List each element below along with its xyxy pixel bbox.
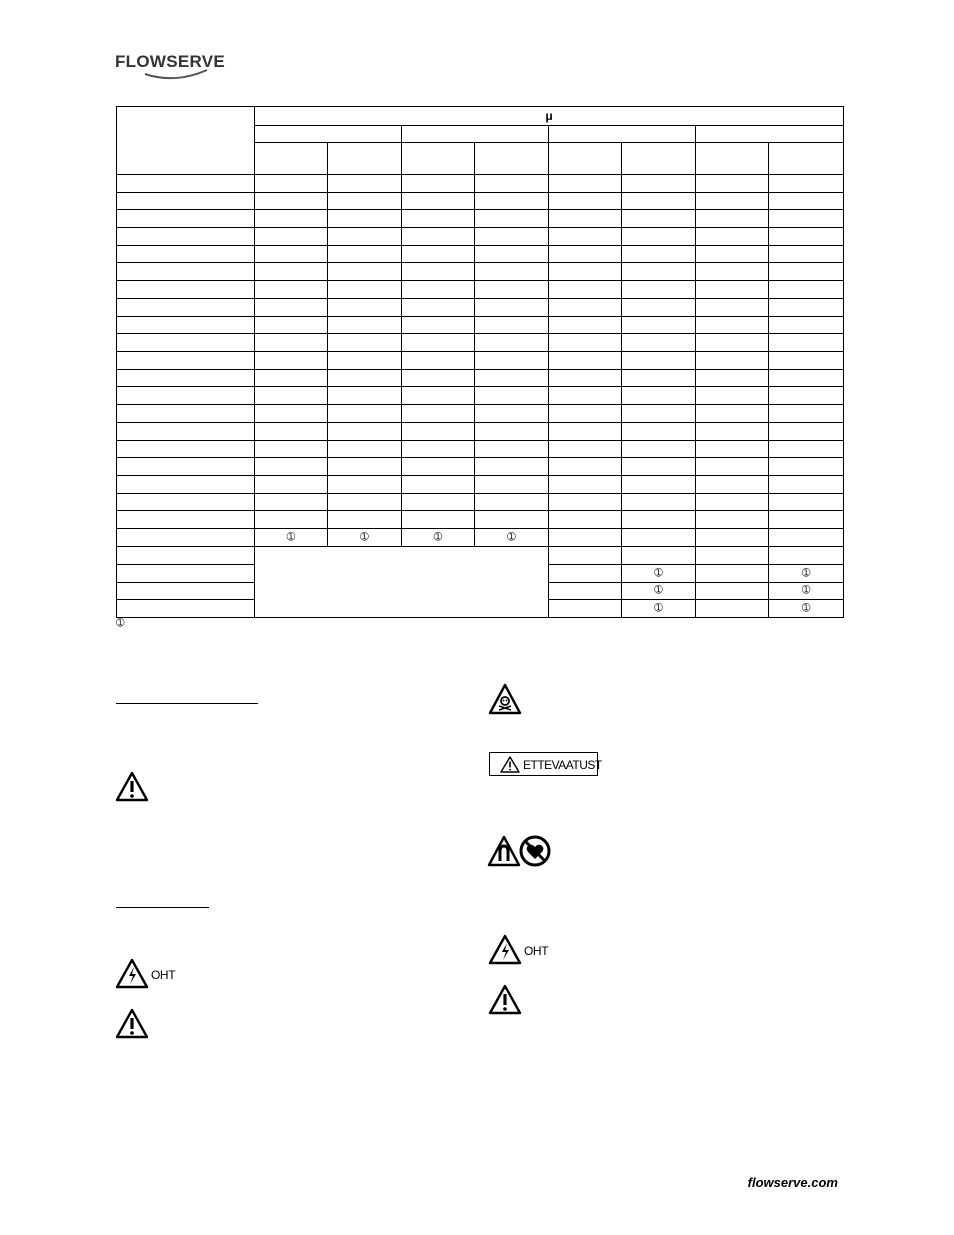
toxic-hazard-icon [488,683,522,715]
table-cell [255,227,328,245]
table-cell [549,245,622,263]
table-cell [769,174,844,192]
table-cell [696,387,769,405]
table-cell [117,263,255,281]
table-cell [549,298,622,316]
table-cell [549,174,622,192]
table-cell [696,458,769,476]
table-cell [769,511,844,529]
table-cell [117,227,255,245]
table-cell [769,422,844,440]
table-cell [402,476,475,494]
table-row [117,192,844,210]
table-cell [255,422,328,440]
table-cell [328,476,402,494]
table-cell [475,369,549,387]
table-cell [255,387,328,405]
table-cell [696,493,769,511]
table-header-mu: μ [255,107,844,126]
table-cell [117,316,255,334]
table-cell [328,458,402,476]
table-row [117,440,844,458]
table-cell [402,334,475,352]
table-cell [117,476,255,494]
table-row [117,387,844,405]
magnetic-field-hazard-icon [487,835,521,867]
table-cell [328,263,402,281]
table-cell [475,245,549,263]
table-cell [255,511,328,529]
table-cell [549,511,622,529]
table-row [117,422,844,440]
caution-badge-label: ETTEVAATUST [523,758,602,772]
table-cell [769,281,844,299]
table-cell [696,210,769,228]
table-cell [255,245,328,263]
table-cell [622,316,696,334]
table-cell [769,334,844,352]
table-cell [622,422,696,440]
table-row [117,227,844,245]
table-cell [769,227,844,245]
table-cell [696,422,769,440]
table-cell [402,174,475,192]
table-cell [475,493,549,511]
table-row [117,281,844,299]
table-cell [402,493,475,511]
table-cell [696,405,769,423]
section-heading-underline [116,703,258,704]
table-row [117,405,844,423]
table-cell [117,210,255,228]
table-cell [769,493,844,511]
row-header-cell [117,107,255,175]
table-cell [117,174,255,192]
table-cell [475,281,549,299]
table-cell [328,334,402,352]
table-row [117,476,844,494]
table-cell [255,263,328,281]
table-cell [549,405,622,423]
column-header-cell [549,143,622,174]
table-cell [549,476,622,494]
table-cell [622,405,696,423]
table-cell [117,369,255,387]
table-cell [622,298,696,316]
table-cell [549,192,622,210]
table-cell [328,316,402,334]
table-cell [622,210,696,228]
table-row [117,547,844,565]
table-row [117,529,844,547]
table-cell [117,458,255,476]
table-cell [255,458,328,476]
table-cell [255,281,328,299]
footnote-marker-cell: ➀ [769,582,844,600]
table-cell [117,281,255,299]
table-row [117,174,844,192]
group-header-cell [402,125,549,143]
table-row [117,334,844,352]
danger-label: OHT [524,944,549,958]
table-cell [402,458,475,476]
table-cell [622,493,696,511]
column-header-cell [769,143,844,174]
table-row [117,298,844,316]
table-cell [117,298,255,316]
warning-triangle-icon [488,984,522,1015]
column-header-cell [328,143,402,174]
table-cell [475,422,549,440]
table-cell [696,511,769,529]
footnote-marker-cell: ➀ [402,529,475,547]
table-cell [328,511,402,529]
table-cell [549,281,622,299]
table-cell [696,316,769,334]
table-cell [622,334,696,352]
table-cell [769,263,844,281]
table-cell [255,493,328,511]
table-cell [402,298,475,316]
table-row [117,458,844,476]
table-cell [475,351,549,369]
table-cell [328,369,402,387]
table-cell [696,476,769,494]
table-cell [769,351,844,369]
table-cell [622,281,696,299]
table-cell [255,334,328,352]
no-pacemaker-icon [519,835,551,867]
table-cell [117,245,255,263]
table-cell [696,440,769,458]
table-cell [769,369,844,387]
table-cell [328,351,402,369]
table-cell [402,192,475,210]
table-cell [549,458,622,476]
table-cell [475,316,549,334]
table-cell [328,440,402,458]
table-cell [328,281,402,299]
table-cell [402,316,475,334]
section-heading-underline [116,907,209,908]
table-cell [549,440,622,458]
table-cell [622,458,696,476]
electrical-hazard-icon [488,934,522,965]
table-cell [255,351,328,369]
footnote-marker-cell: ➀ [769,600,844,618]
table-cell [622,440,696,458]
table-cell [255,440,328,458]
table-cell [696,192,769,210]
column-header-cell [475,143,549,174]
table-cell [549,210,622,228]
table-cell [475,511,549,529]
table-cell [475,298,549,316]
table-cell [475,440,549,458]
table-cell [328,192,402,210]
table-cell [117,511,255,529]
table-cell [402,263,475,281]
table-cell [402,387,475,405]
flowserve-logo [115,48,225,82]
table-cell [549,227,622,245]
table-row [117,316,844,334]
table-cell [255,316,328,334]
table-cell [255,192,328,210]
table-row [117,369,844,387]
table-cell [622,174,696,192]
table-footnote: ➀ [116,618,125,629]
table-cell [622,227,696,245]
table-cell [696,263,769,281]
table-cell [117,422,255,440]
table-cell [769,440,844,458]
table-cell [622,387,696,405]
table-cell [769,405,844,423]
table-cell [549,263,622,281]
table-cell [117,405,255,423]
table-cell [475,210,549,228]
table-cell [475,458,549,476]
table-cell [549,369,622,387]
table-cell [402,440,475,458]
table-row [117,263,844,281]
merged-blank-cell [255,547,549,618]
column-header-cell [622,143,696,174]
table-cell [769,245,844,263]
warning-triangle-icon [500,756,520,773]
table-cell [328,387,402,405]
table-cell [328,245,402,263]
table-cell [402,422,475,440]
table-cell [328,422,402,440]
table-cell [402,369,475,387]
table-cell [255,369,328,387]
table-row [117,210,844,228]
table-cell [696,351,769,369]
group-header-cell [255,125,402,143]
table-cell [622,511,696,529]
footnote-marker-cell: ➀ [769,564,844,582]
table-cell [475,227,549,245]
table-cell [328,493,402,511]
footnote-marker-cell: ➀ [622,582,696,600]
footnote-marker-cell: ➀ [328,529,402,547]
table-cell [549,351,622,369]
table-cell [117,493,255,511]
column-header-cell [255,143,328,174]
table-cell [696,227,769,245]
table-cell [117,334,255,352]
table-cell [696,369,769,387]
table-cell [549,493,622,511]
footnote-marker-cell: ➀ [255,529,328,547]
group-header-cell [549,125,696,143]
table-cell [549,422,622,440]
table-cell [255,476,328,494]
table-cell [769,192,844,210]
table-cell [117,387,255,405]
table-cell [328,298,402,316]
danger-label: OHT [151,968,176,982]
footer-website: flowserve.com [747,1175,838,1190]
table-cell [475,334,549,352]
table-cell [328,174,402,192]
table-cell [402,281,475,299]
table-cell [402,210,475,228]
table-cell [475,387,549,405]
table-row [117,245,844,263]
warning-triangle-icon [115,1008,149,1039]
table-cell [549,334,622,352]
table-cell [255,174,328,192]
table-cell [622,351,696,369]
table-cell [769,387,844,405]
table-cell [622,369,696,387]
table-cell [475,476,549,494]
table-cell [769,476,844,494]
footnote-marker-cell: ➀ [475,529,549,547]
table-cell [475,192,549,210]
group-header-cell [696,125,844,143]
table-cell [696,281,769,299]
table-cell [622,192,696,210]
caution-badge [489,752,602,776]
table-cell [622,263,696,281]
table-cell [117,351,255,369]
footnote-marker-cell: ➀ [622,564,696,582]
table-cell [475,263,549,281]
table-cell [255,210,328,228]
table-cell [622,245,696,263]
table-cell [696,298,769,316]
table-cell [696,334,769,352]
table-cell [549,387,622,405]
table-cell [402,227,475,245]
table-cell [402,405,475,423]
table-cell [402,351,475,369]
table-cell [769,298,844,316]
table-cell [769,458,844,476]
table-cell [475,405,549,423]
table-cell [117,192,255,210]
table-cell [696,174,769,192]
table-cell [117,440,255,458]
table-cell [255,298,328,316]
table-cell [769,316,844,334]
column-header-cell [402,143,475,174]
specification-table [116,106,844,618]
table-cell [328,227,402,245]
logo-text: FLOWSERVE [115,52,226,71]
warning-triangle-icon [115,771,149,802]
table-cell [402,511,475,529]
table-cell [402,245,475,263]
table-cell [769,210,844,228]
table-cell [328,210,402,228]
column-header-cell [696,143,769,174]
table-cell [549,316,622,334]
table-cell [328,405,402,423]
table-cell [622,476,696,494]
table-cell [475,174,549,192]
table-row [117,493,844,511]
table-row [117,511,844,529]
footnote-marker-cell: ➀ [622,600,696,618]
table-row [117,351,844,369]
table-cell [255,405,328,423]
table-cell [696,245,769,263]
electrical-hazard-icon [115,958,149,989]
